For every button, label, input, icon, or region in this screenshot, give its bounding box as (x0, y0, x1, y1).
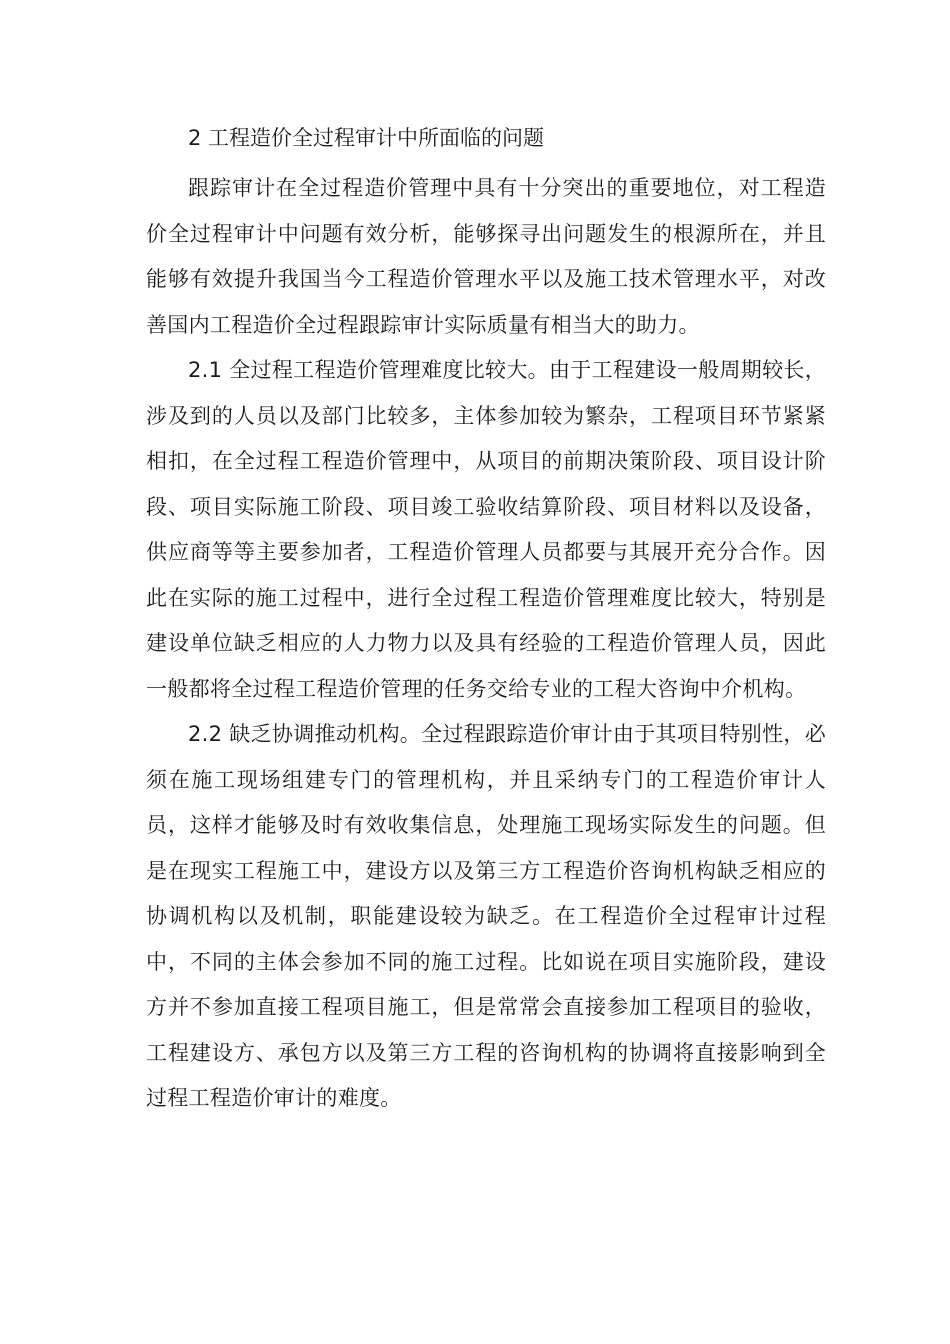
document-body (146, 118, 826, 1122)
paragraph-intro: 跟踪审计在全过程造价管理中具有十分突出的重要地位，对工程造价全过程审计中问题有效分析，能够探寻出问题发生的根源所在，并且能够有效提升我国当今工程造价管理水平以及施工技术管理水平，对改善国内工程造价全过程跟踪审计实际质量有相当大的助力。 (146, 176, 826, 337)
paragraph-2-1: 2.1 全过程工程造价管理难度比较大。由于工程建设一般周期较长，涉及到的人员以及部门比较多，主体参加较为繁杂，工程项目环节紧紧相扣，在全过程工程造价管理中，从项目的前期决策阶段、项目设计阶段、项目实际施工阶段、项目竣工验收结算阶段、项目材料以及设备，供应商等等主要参加者，工程造价管理人员都要与其展开充分合作。因此在实际的施工过程中，进行全过程工程造价管理难度比较大，特别是建设单位缺乏相应的人力物力以及具有经验的工程造价管理人员，因此一般都将全过程工程造价管理的任务交给专业的工程大咨询中介机构。 (146, 358, 826, 701)
section-heading: 2 工程造价全过程审计中所面临的问题 (188, 126, 545, 150)
paragraph-2-2: 2.2 缺乏协调推动机构。全过程跟踪造价审计由于其项目特别性，必须在施工现场组建专门的管理机构，并且采纳专门的工程造价审计人员，这样才能够及时有效收集信息，处理施工现场实际发生的问题。但是在现实工程施工中，建设方以及第三方工程造价咨询机构缺乏相应的协调机构以及机制，职能建设较为缺乏。在工程造价全过程审计过程中，不同的主体会参加不同的施工过程。比如说在项目实施阶段，建设方并不参加直接工程项目施工，但是常常会直接参加工程项目的验收，工程建设方、承包方以及第三方工程的咨询机构的协调将直接影响到全过程工程造价审计的难度。 (146, 722, 826, 1110)
